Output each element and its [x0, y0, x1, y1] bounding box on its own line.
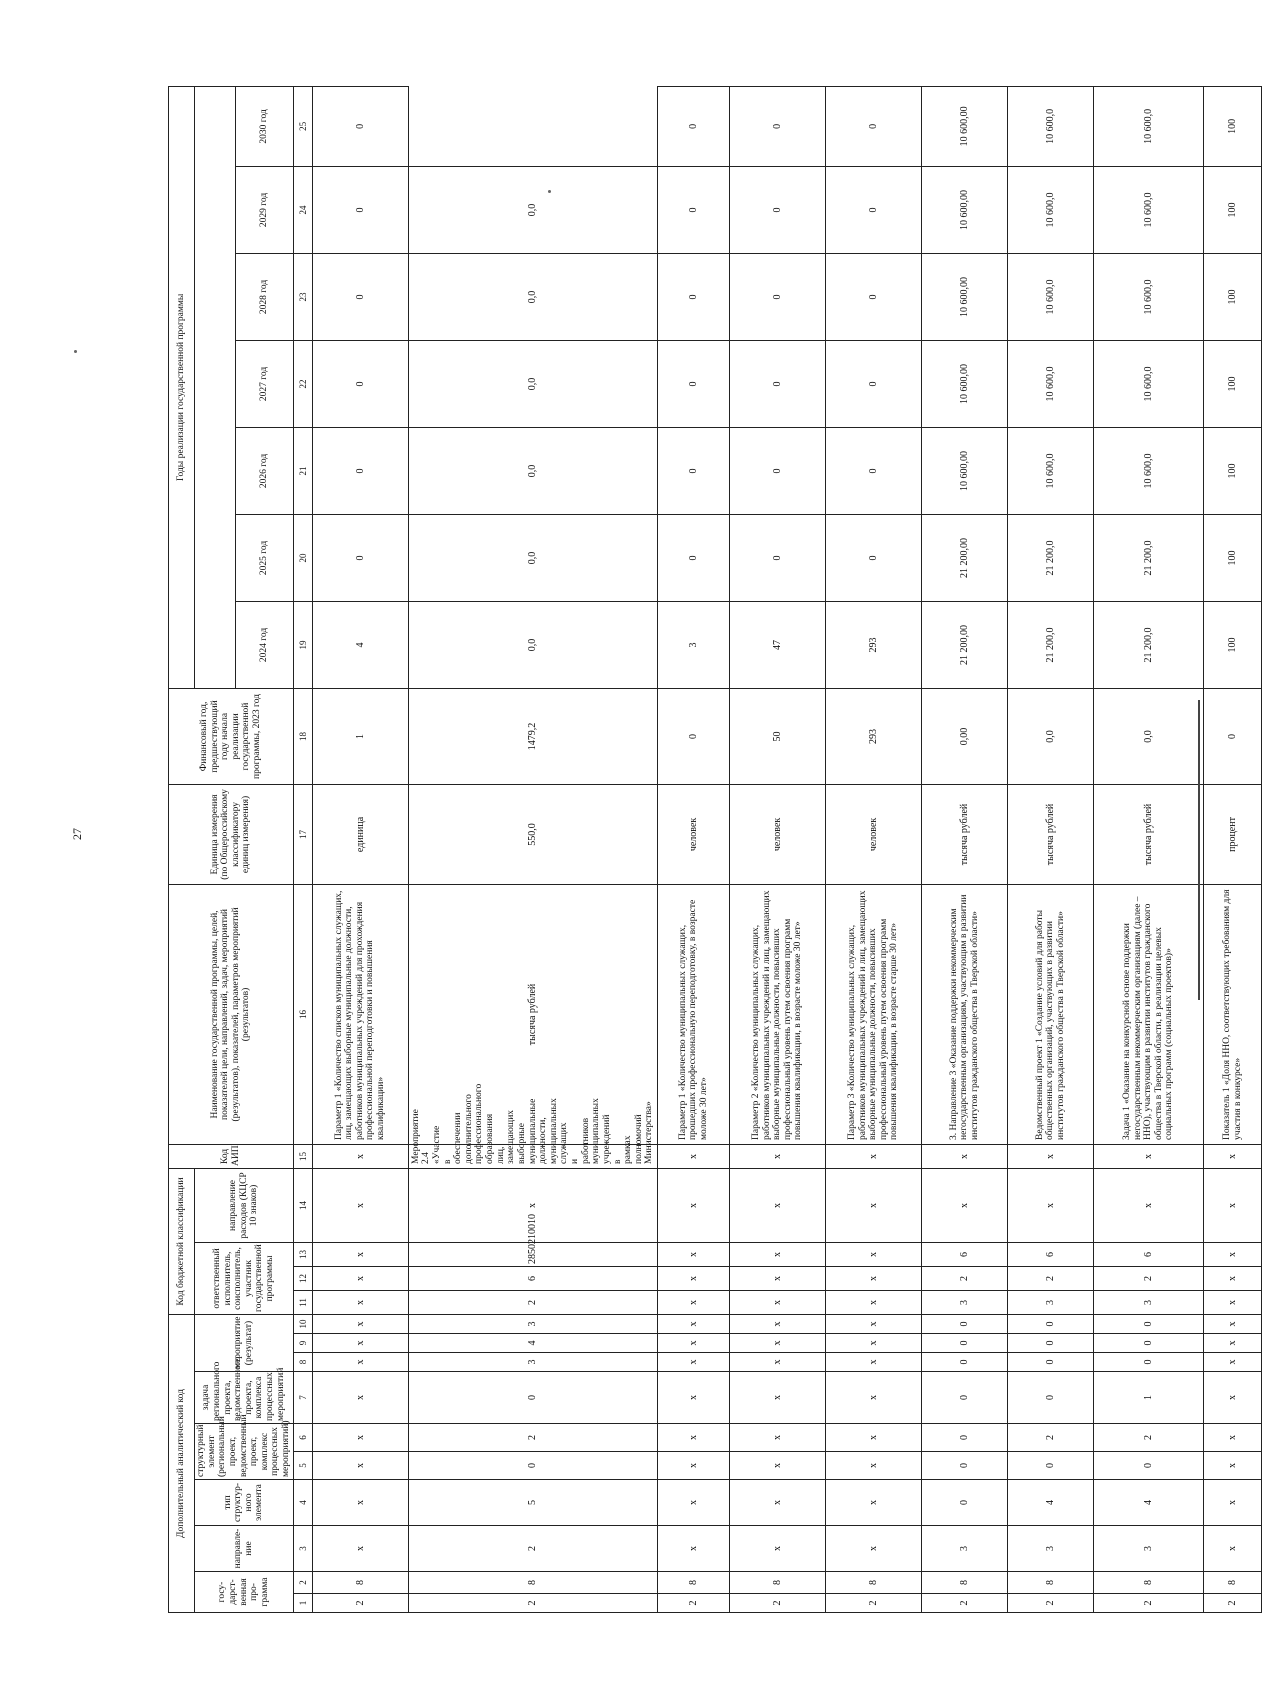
- row-year-value: 0: [730, 253, 826, 340]
- column-number: 15: [293, 1144, 312, 1168]
- row-year-value: 100: [1204, 166, 1262, 253]
- row-unit: единица: [312, 784, 408, 884]
- row-base-value: 0: [1204, 688, 1262, 784]
- row-year-value: 293: [826, 601, 922, 688]
- code-cell: 0: [1094, 1314, 1204, 1333]
- code-cell: 0: [1008, 1452, 1094, 1480]
- code-cell: х: [730, 1424, 826, 1452]
- code-cell: х: [658, 1372, 730, 1424]
- table-row: [730, 86, 826, 1612]
- column-number: 11: [293, 1290, 312, 1314]
- code-cell: 2: [730, 1594, 826, 1613]
- code-cell: х: [1008, 1168, 1094, 1242]
- row-year-value: 21 200,0: [1094, 514, 1204, 601]
- header-executor: ответственный исполнитель, соисполнитель, участник государственной программы: [195, 1242, 294, 1314]
- row-base-value: 50: [730, 688, 826, 784]
- column-number: 14: [293, 1168, 312, 1242]
- code-cell: х: [730, 1266, 826, 1290]
- table-row: [1094, 86, 1204, 1612]
- row-year-value: 0: [826, 166, 922, 253]
- column-number: 3: [293, 1526, 312, 1572]
- code-cell: х: [826, 1314, 922, 1333]
- header-year-2024: 2024 год: [236, 601, 294, 688]
- row-year-value: 100: [1204, 340, 1262, 427]
- header-name: Наименование государственной программы, целей, показателей цели, направлений, задач, мероприятий (результатов), показателей, параметров мероприятий (результатов): [169, 884, 294, 1144]
- code-cell: х: [1204, 1372, 1262, 1424]
- code-cell: х: [826, 1242, 922, 1266]
- row-year-value: 10 600,0: [1094, 340, 1204, 427]
- column-number: 2: [293, 1572, 312, 1594]
- header-year-2028: 2028 год: [236, 253, 294, 340]
- code-cell: 0: [1008, 1372, 1094, 1424]
- code-cell: х: [826, 1168, 922, 1242]
- code-cell: х: [1204, 1334, 1262, 1353]
- header-year-2026: 2026 год: [236, 427, 294, 514]
- code-cell: х: [730, 1526, 826, 1572]
- code-cell: х: [658, 1290, 730, 1314]
- code-cell: 6: [1008, 1242, 1094, 1266]
- code-cell: х: [658, 1144, 730, 1168]
- page-number: 27: [70, 828, 84, 840]
- row-unit: тысяча рублей: [1008, 784, 1094, 884]
- code-cell: х: [658, 1334, 730, 1353]
- code-cell: х: [658, 1168, 730, 1242]
- code-cell: х: [1204, 1290, 1262, 1314]
- code-cell: х: [1204, 1526, 1262, 1572]
- row-year-value: 10 600,0: [1008, 340, 1094, 427]
- code-cell: 2: [408, 1424, 657, 1452]
- code-cell: 0: [922, 1480, 1008, 1526]
- code-cell: 2: [1094, 1594, 1204, 1613]
- code-cell: 1: [1094, 1372, 1204, 1424]
- row-year-value: 0: [658, 340, 730, 427]
- scan-speck: [74, 350, 77, 353]
- code-cell: х: [312, 1242, 408, 1266]
- code-cell: х: [658, 1452, 730, 1480]
- table-row: [408, 86, 657, 1612]
- row-year-value: 0: [826, 514, 922, 601]
- column-number: 12: [293, 1266, 312, 1290]
- code-cell: 0: [922, 1334, 1008, 1353]
- column-number: 4: [293, 1480, 312, 1526]
- code-cell: х: [658, 1242, 730, 1266]
- code-cell: х: [312, 1480, 408, 1526]
- code-cell: 2: [1008, 1266, 1094, 1290]
- code-cell: х: [826, 1266, 922, 1290]
- code-cell: х: [826, 1290, 922, 1314]
- row-unit: человек: [658, 784, 730, 884]
- document-sheet: [168, 101, 1243, 1613]
- code-cell: 8: [826, 1572, 922, 1594]
- column-number: 16: [293, 884, 312, 1144]
- code-cell: 3: [922, 1290, 1008, 1314]
- header-year-2029: 2029 год: [236, 166, 294, 253]
- code-cell: х: [1204, 1480, 1262, 1526]
- code-cell: х: [1204, 1168, 1262, 1242]
- code-cell: 0: [408, 1452, 657, 1480]
- row-name: Параметр 1 «Количество муниципальных служащих, прошедших профессиональную переподготовку, в возрасте моложе 30 лет»: [658, 884, 730, 1144]
- row-name: Параметр 2 «Количество муниципальных служащих, работников муниципальных учреждений и лиц, замещающих выборные муниципальные должности, повысивших профессиональный уровень путем освоения программ повышения квалификации, в возрасте моложе 30 лет»: [730, 884, 826, 1144]
- code-cell: 0: [408, 1372, 657, 1424]
- code-cell: х: [658, 1314, 730, 1333]
- row-year-value: 10 600,0: [1094, 253, 1204, 340]
- column-number: 10: [293, 1314, 312, 1333]
- code-cell: 6: [922, 1242, 1008, 1266]
- row-year-value: 0,0: [408, 340, 657, 427]
- code-cell: х: [826, 1353, 922, 1372]
- code-cell: 0: [1008, 1314, 1094, 1333]
- code-cell: 0: [922, 1314, 1008, 1333]
- code-cell: 2: [826, 1594, 922, 1613]
- code-cell: 0: [922, 1452, 1008, 1480]
- row-year-value: 100: [1204, 427, 1262, 514]
- header-base-year: Финансовый год, предшествующий году начала реализации государственной программы, 2023 год: [169, 688, 294, 784]
- header-task: задача регионального проекта, ведомственного проекта, комплекса процессных мероприятий: [195, 1372, 294, 1424]
- code-cell: х: [312, 1424, 408, 1452]
- table-row: [1204, 86, 1262, 1612]
- code-cell: х: [658, 1526, 730, 1572]
- code-cell: 3: [408, 1353, 657, 1372]
- column-number: 9: [293, 1334, 312, 1353]
- code-cell: 6: [1094, 1242, 1204, 1266]
- row-year-value: 10 600,00: [922, 427, 1008, 514]
- code-cell: 2: [312, 1594, 408, 1613]
- row-name: Задача 1 «Оказание на конкурсной основе поддержки негосударственным некоммерческим организациям (далее – ННО), участвующим в развитии институтов гражданского общества в Тверской области, в реализации целевых социальных программ (социальных проектов)»: [1094, 884, 1204, 1144]
- row-year-value: 0: [312, 340, 408, 427]
- row-year-value: 0: [312, 514, 408, 601]
- row-year-value: 0,0: [408, 427, 657, 514]
- code-cell: 0: [1008, 1334, 1094, 1353]
- header-group-budget: Код бюджетной классификации: [169, 1168, 195, 1314]
- header-state-program: госу-дарст-венная про-грамма: [195, 1572, 294, 1613]
- code-cell: х: [312, 1452, 408, 1480]
- code-cell: х: [1008, 1144, 1094, 1168]
- row-year-value: 21 200,00: [922, 601, 1008, 688]
- column-number: 21: [293, 427, 312, 514]
- code-cell: х: [408, 1168, 657, 1242]
- row-year-value: 100: [1204, 601, 1262, 688]
- column-number: 7: [293, 1372, 312, 1424]
- code-cell: 6: [408, 1266, 657, 1290]
- row-name: 3. Направление 3 «Оказание поддержки некоммерческим негосударственным организациям, участвующим в развитии институтов гражданского общества в Тверской области»: [922, 884, 1008, 1144]
- code-cell: 4: [1094, 1480, 1204, 1526]
- code-cell: 8: [730, 1572, 826, 1594]
- row-year-value: 10 600,0: [1008, 166, 1094, 253]
- row-name: Параметр 1 «Количество списков муниципальных служащих, лиц, замещающих выборные муниципальные должности, работников муниципальных учреждений для прохождения профессиональной переподготовки и повышения квалификации»: [312, 884, 408, 1144]
- code-cell: 3: [408, 1314, 657, 1333]
- code-cell: х: [312, 1334, 408, 1353]
- row-year-value: 0: [730, 86, 826, 166]
- row-year-value: 10 600,0: [1008, 86, 1094, 166]
- row-year-value: 10 600,00: [922, 166, 1008, 253]
- code-cell: х: [1204, 1266, 1262, 1290]
- row-year-value: 100: [1204, 86, 1262, 166]
- code-cell: х: [826, 1334, 922, 1353]
- code-cell: 2: [922, 1594, 1008, 1613]
- row-year-value: 0,0: [408, 514, 657, 601]
- code-cell: 0: [1008, 1353, 1094, 1372]
- code-cell: 8: [658, 1572, 730, 1594]
- row-base-value: 293: [826, 688, 922, 784]
- code-cell: х: [730, 1452, 826, 1480]
- program-table: [168, 86, 1262, 1613]
- row-base-value: 0,00: [922, 688, 1008, 784]
- header-year-2025: 2025 год: [236, 514, 294, 601]
- code-cell: х: [730, 1290, 826, 1314]
- row-year-value: 0: [826, 340, 922, 427]
- code-cell: 2: [408, 1290, 657, 1314]
- code-cell: 0: [1094, 1334, 1204, 1353]
- row-unit: человек: [826, 784, 922, 884]
- code-cell: 2: [1094, 1424, 1204, 1452]
- header-year-2027: 2027 год: [236, 340, 294, 427]
- row-year-value: 0,0: [408, 166, 657, 253]
- code-cell: х: [730, 1480, 826, 1526]
- code-cell: 0: [1094, 1353, 1204, 1372]
- code-cell: х: [658, 1480, 730, 1526]
- row-unit: тысяча рублей: [1094, 784, 1204, 884]
- code-cell: х: [826, 1480, 922, 1526]
- expense-code-cell: 2850210010: [408, 1242, 657, 1266]
- code-cell: х: [922, 1168, 1008, 1242]
- row-base-value: 0,0: [1094, 688, 1204, 784]
- header-direction: направле-ние: [195, 1526, 294, 1572]
- table-row: [826, 86, 922, 1612]
- column-number: 19: [293, 601, 312, 688]
- code-cell: х: [1094, 1144, 1204, 1168]
- row-year-value: 10 600,0: [1094, 427, 1204, 514]
- scan-speck: [548, 190, 551, 193]
- header-group-years: Годы реализации государственной программы: [169, 86, 195, 688]
- row-year-value: 0: [658, 514, 730, 601]
- row-name: Параметр 3 «Количество муниципальных служащих, работников муниципальных учреждений и лиц, замещающих выборные муниципальные должности, повысивших профессиональный уровень путем освоения программ повышения квалификации, в возрасте старше 30 лет»: [826, 884, 922, 1144]
- code-cell: х: [1204, 1452, 1262, 1480]
- code-cell: х: [312, 1526, 408, 1572]
- row-year-value: 0: [312, 166, 408, 253]
- code-cell: 8: [1008, 1572, 1094, 1594]
- row-year-value: 21 200,0: [1094, 601, 1204, 688]
- row-unit: процент: [1204, 784, 1262, 884]
- code-cell: 8: [1204, 1572, 1262, 1594]
- column-number: 8: [293, 1353, 312, 1372]
- row-year-value: 47: [730, 601, 826, 688]
- row-year-value: 10 600,00: [922, 253, 1008, 340]
- row-year-value: 100: [1204, 514, 1262, 601]
- row-year-value: 0,0: [408, 601, 657, 688]
- code-cell: х: [826, 1424, 922, 1452]
- row-year-value: 10 600,0: [1094, 86, 1204, 166]
- column-number: 6: [293, 1424, 312, 1452]
- code-cell: х: [312, 1353, 408, 1372]
- code-cell: х: [730, 1242, 826, 1266]
- header-structural-element: структурный элемент (региональный проект, ведомственный проект, комплекс процессных мероприятий): [195, 1424, 294, 1480]
- code-cell: 0: [922, 1353, 1008, 1372]
- code-cell: х: [730, 1353, 826, 1372]
- row-year-value: 21 200,0: [1008, 601, 1094, 688]
- code-cell: х: [658, 1424, 730, 1452]
- row-base-value: 550,0: [408, 784, 657, 884]
- row-year-value: 100: [1204, 253, 1262, 340]
- code-cell: 2: [1008, 1424, 1094, 1452]
- header-expense: направление расходов (КЦСР 10 знаков): [195, 1168, 294, 1242]
- code-cell: х: [826, 1526, 922, 1572]
- header-unit: Единица измерения (по Общероссийскому классификатору единиц измерения): [169, 784, 294, 884]
- scan-edge: [1198, 700, 1200, 1000]
- row-year-value: 0: [658, 253, 730, 340]
- code-cell: 4: [408, 1334, 657, 1353]
- column-number: 1: [293, 1594, 312, 1613]
- code-cell: х: [312, 1314, 408, 1333]
- row-year-value: 0: [658, 166, 730, 253]
- row-year-value: 0: [730, 427, 826, 514]
- column-number: 18: [293, 688, 312, 784]
- row-year-value: 0: [730, 340, 826, 427]
- code-cell: 2: [408, 1526, 657, 1572]
- row-unit: человек: [730, 784, 826, 884]
- code-cell: х: [1204, 1353, 1262, 1372]
- column-number: 24: [293, 166, 312, 253]
- code-cell: х: [730, 1334, 826, 1353]
- row-year-value: 10 600,0: [1008, 427, 1094, 514]
- row-year-value: 10 600,00: [922, 340, 1008, 427]
- code-cell: 8: [312, 1572, 408, 1594]
- code-cell: х: [1094, 1168, 1204, 1242]
- code-cell: 8: [922, 1572, 1008, 1594]
- code-cell: 5: [408, 1480, 657, 1526]
- code-cell: х: [730, 1144, 826, 1168]
- row-base-value: 0,0: [1008, 688, 1094, 784]
- code-cell: х: [1204, 1242, 1262, 1266]
- row-name: Ведомственный проект 1 «Создание условий для работы общественных организаций, участвующих в развитии институтов гражданского общества в Тверской области»: [1008, 884, 1094, 1144]
- code-cell: 2: [1094, 1266, 1204, 1290]
- code-cell: 3: [1008, 1526, 1094, 1572]
- code-cell: 8: [408, 1572, 657, 1594]
- column-number: 25: [293, 86, 312, 166]
- header-event: мероприятие (результат): [195, 1314, 294, 1371]
- table-row: [922, 86, 1008, 1612]
- row-year-value: 0: [826, 253, 922, 340]
- code-cell: х: [658, 1266, 730, 1290]
- code-cell: х: [730, 1168, 826, 1242]
- row-year-value: 4: [312, 601, 408, 688]
- row-base-value: 0: [658, 688, 730, 784]
- row-name: Мероприятие 2.4 «Участие в обеспечении дополнительного профессионального образования лиц, замещающих выборные муниципальные должности, муниципальных служащих и работников муниципальных учреждений в рамках полномочий Министерства»: [408, 1144, 657, 1168]
- code-cell: 3: [1094, 1526, 1204, 1572]
- row-year-value: 3: [658, 601, 730, 688]
- code-cell: 3: [922, 1526, 1008, 1572]
- row-year-value: 0,0: [408, 253, 657, 340]
- column-number: 5: [293, 1452, 312, 1480]
- code-cell: 2: [408, 1594, 657, 1613]
- row-year-value: 0: [312, 86, 408, 166]
- code-cell: х: [826, 1144, 922, 1168]
- code-cell: 8: [1094, 1572, 1204, 1594]
- code-cell: х: [312, 1266, 408, 1290]
- column-number: 20: [293, 514, 312, 601]
- code-cell: х: [922, 1144, 1008, 1168]
- column-number: 23: [293, 253, 312, 340]
- row-year-value: 10 600,0: [1094, 166, 1204, 253]
- row-unit: тысяча рублей: [922, 784, 1008, 884]
- code-cell: х: [1204, 1144, 1262, 1168]
- row-year-value: 0: [826, 427, 922, 514]
- code-cell: 2: [1008, 1594, 1094, 1613]
- row-year-value: 0: [312, 427, 408, 514]
- code-cell: х: [1204, 1314, 1262, 1333]
- code-cell: 0: [1094, 1452, 1204, 1480]
- code-cell: х: [312, 1168, 408, 1242]
- table-row: [1008, 86, 1094, 1612]
- header-aip: Код АИП: [169, 1144, 294, 1168]
- header-year-2030: 2030 год: [236, 86, 294, 166]
- table-row: [312, 86, 408, 1612]
- code-cell: 2: [658, 1594, 730, 1613]
- row-base-value: 1: [312, 688, 408, 784]
- row-year-value: 0: [658, 86, 730, 166]
- code-cell: 2: [1204, 1594, 1262, 1613]
- code-cell: х: [312, 1144, 408, 1168]
- row-year-value: 0: [826, 86, 922, 166]
- row-year-value: 21 200,00: [922, 514, 1008, 601]
- code-cell: х: [1204, 1424, 1262, 1452]
- row-year-value: 10 600,0: [1008, 253, 1094, 340]
- header-structural-type: тип структур-ного элемента: [195, 1480, 294, 1526]
- table-row: [658, 86, 730, 1612]
- row-year-value: 0: [730, 166, 826, 253]
- row-year-value: 1479,2: [408, 688, 657, 784]
- column-number: 22: [293, 340, 312, 427]
- code-cell: х: [730, 1372, 826, 1424]
- row-year-value: 10 600,00: [922, 86, 1008, 166]
- code-cell: х: [730, 1314, 826, 1333]
- row-year-value: 0: [730, 514, 826, 601]
- code-cell: х: [826, 1372, 922, 1424]
- code-cell: х: [658, 1353, 730, 1372]
- column-number: 17: [293, 784, 312, 884]
- column-number: 13: [293, 1242, 312, 1266]
- code-cell: 3: [1008, 1290, 1094, 1314]
- code-cell: х: [826, 1452, 922, 1480]
- code-cell: 4: [1008, 1480, 1094, 1526]
- code-cell: х: [312, 1290, 408, 1314]
- code-cell: 0: [922, 1372, 1008, 1424]
- row-name: Показатель 1 «Доля ННО, соответствующих требованиям для участия в конкурсе»: [1204, 884, 1262, 1144]
- row-year-value: 0: [312, 253, 408, 340]
- row-year-value: 0: [658, 427, 730, 514]
- column-numbers-row: [293, 86, 312, 1612]
- code-cell: х: [312, 1372, 408, 1424]
- code-cell: 3: [1094, 1290, 1204, 1314]
- header-group-analytic: Дополнительный аналитический код: [169, 1314, 195, 1612]
- code-cell: 0: [922, 1424, 1008, 1452]
- row-year-value: 21 200,0: [1008, 514, 1094, 601]
- code-cell: 2: [922, 1266, 1008, 1290]
- row-unit: тысяча рублей: [408, 884, 657, 1144]
